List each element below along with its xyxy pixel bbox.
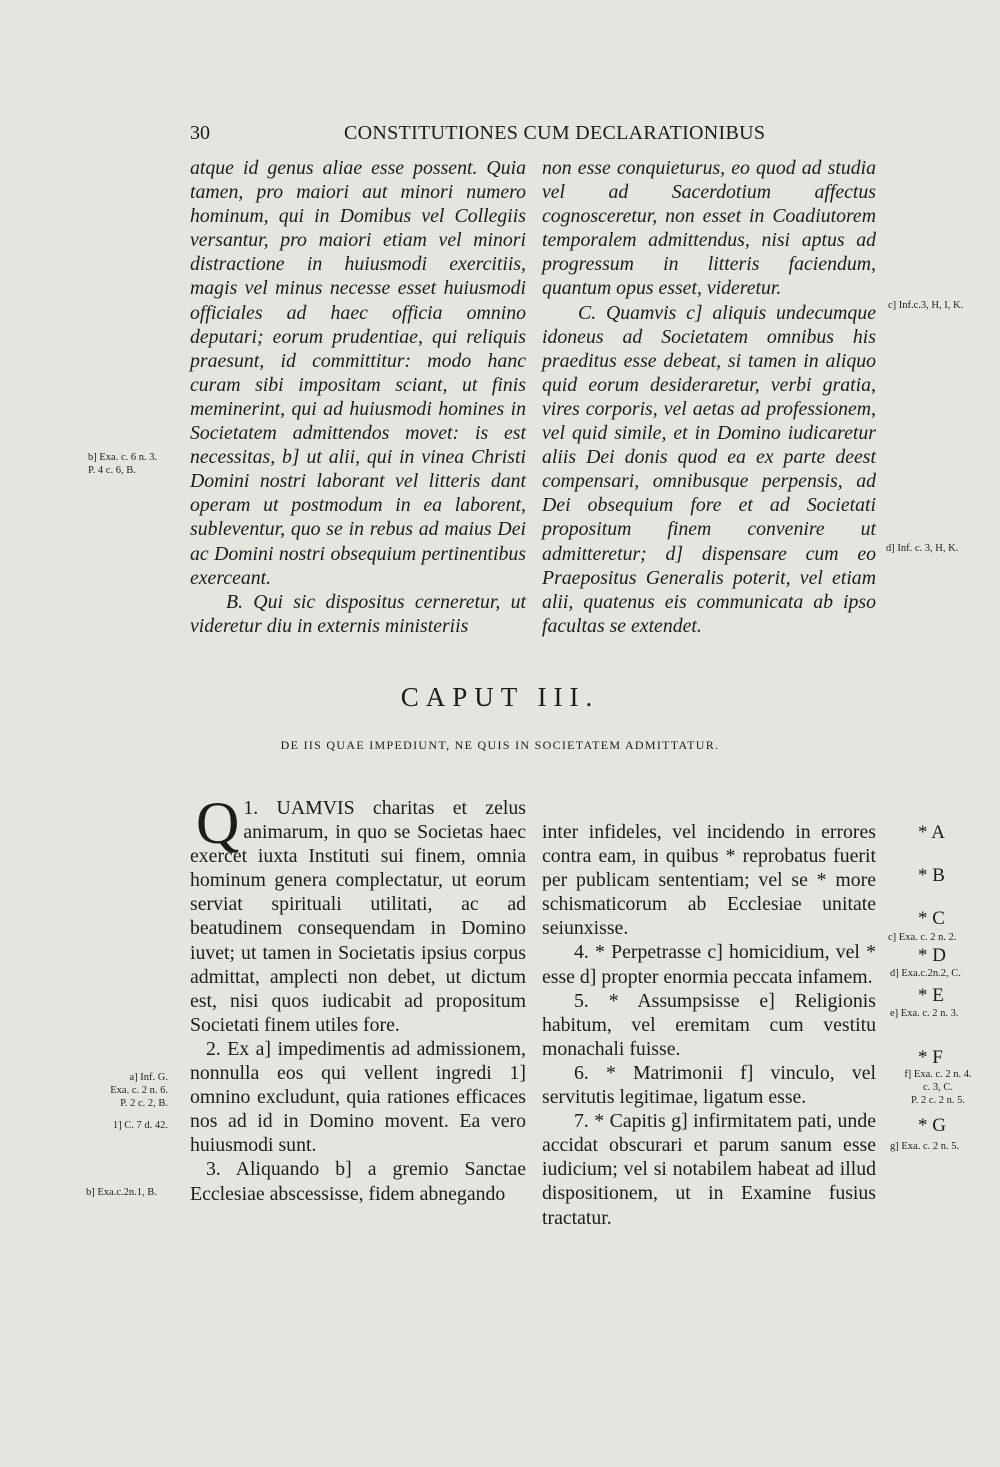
margin-note [888,1068,988,1107]
paragraph: C. Quamvis c] aliquis undecumque idoneus ad Societatem omnibus his praeditus esse debeat, si tamen in aliquo quid eorum desideraretur, verbi gratia, vires corporis, vel aetas ad professionem, vel quid simile, et in Domino iudicaretur aliis Dei donis quod ea ex parte deest compensari, omnibusque perpensis, ad Dei obsequium fore et ad Societati propositum finem convenire ut admitteretur; d] dispensare cum eo Praepositus Generalis poterit, vel etiam alii, quatenus eis communicata ab ipso facultas se extendet. [542,301,876,637]
paragraph: B. Qui sic dispositus cerneretur, ut videretur diu in externis ministeriis [190,590,526,637]
paragraph: 6. * Matrimonii f] vinculo, vel servitutis legitimae, ligatum esse. [542,1061,876,1109]
paragraph-text: charitas et zelus animarum, in quo se Societas haec exercet iuxta Instituti sui finem, omnia hominum genera complectatur, ut eorum serviat spirituali utilitati, ac ad beatudinem consequendam in Domino iuvet; ut tamen in Societatis ipsius corpus admittat, amplecti non debet, ut dictum est, nisi quos iudicabit ad propositum Societati finem utiles fore. [190,797,527,1036]
margin-note-line: Exa. c. 2 n. 6. [110,1085,168,1096]
drop-cap: Q [196,790,240,856]
star-marker: * C [918,908,945,929]
margin-note-line: P. 4 c. 6, B. [88,465,136,476]
margin-note-line: 1] C. 7 d. 42. [112,1120,168,1131]
bottom-left-column [190,790,527,1206]
margin-note [86,1186,157,1199]
small-caps-word: UAMVIS [276,797,355,819]
paragraph: 4. * Perpetrasse c] homicidium, vel * esse d] propter enormia peccata infamem. [542,941,876,988]
margin-note [92,1071,168,1110]
margin-note-line: c] Exa. c. 2 n. 2. [888,932,957,943]
paragraph: 7. * Capitis g] infirmitatem pati, unde accidat obscurari et parum sanum esse iudicium; vel si notabilem habeat ad illud dispositionem, ut in Examine fusius tractatur. [542,1110,876,1229]
margin-note [890,1007,959,1020]
margin-note-line: c] Inf.c.3, H, I, K. [888,300,964,311]
star-marker: * E [918,985,944,1006]
chapter-subtitle: DE IIS QUAE IMPEDIUNT, NE QUIS IN SOCIETATEM ADMITTATUR. [280,738,720,752]
running-title: CONSTITUTIONES CUM DECLARATIONIBUS [344,122,766,144]
star-marker: * F [918,1047,943,1068]
margin-note-line: a] Inf. G. [129,1072,168,1083]
paragraph: atque id genus aliae esse possent. Quia tamen, pro maiori aut minori numero hominum, qui in Domibus vel Collegiis versantur, pro maiori etiam vel minori distractione in huiusmodi exercitiis, magis vel minus necesse esset huiusmodi officiales ad haec officia omnino deputari; eorum prudentiae, qui reliquis praesunt, id committitur: modo hanc curam sibi impositam sciant, ut finis meminerint, qui ad huiusmodi homines in Societatem admittendos movet: is est necessitas, b] ut alii, qui in vinea Christi Domini nostri laborant vel litteris dant operam ut postmodum in ea laborent, subleventur, quo se in rebus ad maius Dei ac Domini nostri obsequium pertinentibus exerceant. [190,157,526,589]
margin-note [886,542,958,555]
paragraph: 5. * Assumpsisse e] Religionis habitum, vel eremitam cum vestitu monachali fuisse. [542,989,876,1060]
star-marker: * B [918,865,945,886]
paragraph: inter infideles, vel incidendo in errores contra eam, in quibus * reprobatus fuerit per publicam sententiam; vel se * more schismaticorum ab Ecclesiae unitate seiunxisse. [542,821,876,940]
margin-note-line: P. 2 c. 2, B. [120,1098,168,1109]
top-right-column [542,156,876,638]
margin-note-line: e] Exa. c. 2 n. 3. [890,1008,959,1019]
margin-note [890,967,961,980]
paragraph: non esse conquieturus, eo quod ad studia vel ad Sacerdotium affectus cognosceretur, non esset in Coadiutorem temporalem admittendus, nisi aptus ad progressum in litteris faciendum, quantum opus esset, videretur. [542,157,876,300]
margin-note [890,1140,959,1153]
page-number: 30 [190,122,210,144]
margin-note [90,1119,168,1132]
paragraph: 3. Aliquando b] a gremio Sanctae Ecclesiae abscessisse, fidem abnegando [190,1158,526,1205]
margin-note-line: P. 2 c. 2 n. 5. [911,1095,965,1106]
star-marker: * D [918,945,946,966]
margin-note-line: b] Exa.c.2n.1, B. [86,1187,157,1198]
star-marker: * G [918,1115,946,1136]
page-header [190,122,890,152]
chapter-title: CAPUT III. [400,682,600,712]
paragraph-number: 1. [243,797,259,819]
paragraph: 2. Ex a] impedimentis ad admissionem, nonnulla eos qui vellent ingredi 1] omnino excludunt, quia rationes efficaces nos ad id in Domino movent. Ea vero huiusmodi sunt. [190,1037,526,1157]
margin-note-line: d] Exa.c.2n.2, C. [890,968,961,979]
margin-note [888,931,957,944]
margin-note-line: b] Exa. c. 6 n. 3. [88,452,158,463]
margin-note [888,299,963,312]
margin-note [88,451,157,477]
paragraph [190,790,527,1037]
margin-note-line: c. 3, C. [922,1082,954,1093]
margin-note-line: f] Exa. c. 2 n. 4. [904,1069,972,1080]
bottom-right-column [542,820,876,1230]
margin-note-line: d] Inf. c. 3, H, K. [886,543,959,554]
margin-note-line: g] Exa. c. 2 n. 5. [890,1141,960,1152]
top-left-column [190,156,526,638]
star-marker: * A [918,822,945,843]
